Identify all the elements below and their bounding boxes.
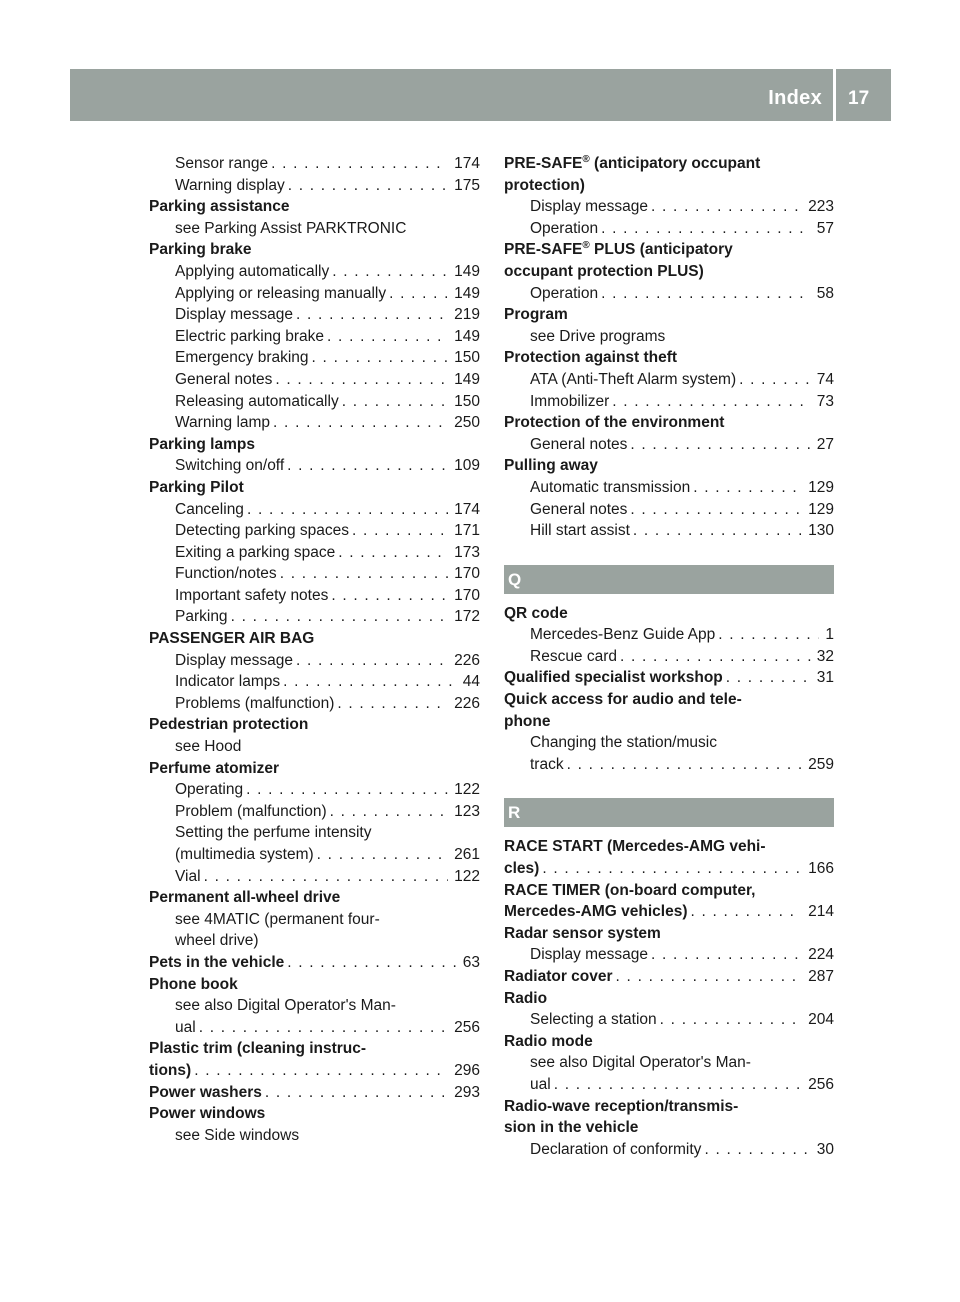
index-subentry[interactable]: Display message . . . 219 <box>149 304 480 326</box>
index-heading: Parking assistance <box>149 198 290 216</box>
page-ref: 250 <box>454 414 480 432</box>
index-heading-line: phone <box>504 712 551 730</box>
index-subentry[interactable]: Important safety notes . . . 170 <box>149 585 480 607</box>
cross-reference[interactable]: see Parking Assist PARKTRONIC <box>175 219 407 237</box>
index-column-left <box>149 153 480 1146</box>
index-subentry-line: Changing the station/music <box>530 734 717 752</box>
index-entry[interactable]: Mercedes-AMG vehicles) . . . 214 <box>504 901 834 923</box>
index-heading: Perfume atomizer <box>149 759 280 777</box>
index-subentry[interactable]: Switching on/off . . . 109 <box>149 455 480 477</box>
page-ref: 122 <box>454 867 480 885</box>
cross-reference[interactable]: see Side windows <box>175 1126 300 1144</box>
index-subentry[interactable]: Display message . . . 223 <box>504 196 834 218</box>
index-subentry[interactable]: Detecting parking spaces . . . 171 <box>149 520 480 542</box>
page-ref: 58 <box>816 284 834 302</box>
index-subentry[interactable]: Vial . . . 122 <box>149 866 480 888</box>
cross-reference[interactable]: see Hood <box>175 738 242 756</box>
index-heading: PASSENGER AIR BAG <box>149 630 315 648</box>
header-divider <box>833 69 836 121</box>
page-ref: 32 <box>816 647 834 665</box>
index-heading: Program <box>504 306 568 324</box>
index-entry[interactable]: cles) . . . 166 <box>504 858 834 880</box>
index-entry[interactable]: Qualified specialist workshop . . . 31 <box>504 667 834 689</box>
page-ref: 174 <box>454 500 480 518</box>
index-subentry[interactable]: Warning display . . . 175 <box>149 175 480 197</box>
page-ref: 261 <box>454 846 480 863</box>
index-subentry[interactable]: (multimedia system) . . . 261 <box>149 844 480 866</box>
page-ref: 150 <box>454 392 480 410</box>
index-heading: PRE-SAFE® PLUS (anticipatory <box>504 240 733 259</box>
index-heading: Radio mode <box>504 1032 593 1050</box>
cross-reference[interactable]: see Drive programs <box>530 327 666 345</box>
index-subentry[interactable]: Display message . . . 224 <box>504 944 834 966</box>
page-ref: 73 <box>816 392 834 410</box>
page-ref: 74 <box>816 370 834 388</box>
page-ref: 63 <box>462 953 480 971</box>
page-ref: 175 <box>454 176 480 194</box>
page-ref: 149 <box>454 262 480 280</box>
page-number: 17 <box>848 88 870 109</box>
section-letter-r: R <box>504 798 834 827</box>
page-ref: 259 <box>808 755 834 773</box>
page-ref: 226 <box>454 651 480 669</box>
page-ref: 256 <box>808 1075 834 1093</box>
index-subentry[interactable]: Display message . . . 226 <box>149 650 480 672</box>
index-heading: Parking lamps <box>149 435 255 453</box>
index-subentry[interactable]: Rescue card . . . 32 <box>504 646 834 668</box>
page-ref: 214 <box>808 903 834 921</box>
index-heading: Phone book <box>149 975 238 993</box>
index-entry[interactable]: Power washers . . . 293 <box>149 1082 480 1104</box>
page-ref: 44 <box>462 673 480 691</box>
index-subentry[interactable]: Indicator lamps . . . 44 <box>149 671 480 693</box>
index-heading: Pedestrian protection <box>149 716 309 734</box>
index-heading: Quick access for audio and tele- <box>504 691 742 709</box>
index-heading: Parking Pilot <box>149 478 244 496</box>
index-heading-line: protection) <box>504 176 585 194</box>
index-heading: RACE TIMER (on-board computer, <box>504 881 756 899</box>
index-subentry[interactable]: track . . . 259 <box>504 754 834 776</box>
index-subentry[interactable]: Problems (malfunction) . . . 226 <box>149 693 480 715</box>
index-heading: Permanent all-wheel drive <box>149 889 341 907</box>
index-heading: Parking brake <box>149 241 252 259</box>
section-letter-q: Q <box>504 565 834 594</box>
page-ref: 226 <box>454 694 480 712</box>
index-subentry[interactable]: Emergency braking . . . 150 <box>149 347 480 369</box>
page-ref: 166 <box>808 860 834 878</box>
index-heading: Radar sensor system <box>504 924 661 942</box>
index-subentry[interactable]: ATA (Anti-Theft Alarm system) . . . 74 <box>504 369 834 391</box>
index-entry[interactable]: tions) . . . 296 <box>149 1060 480 1082</box>
page-ref: 171 <box>454 522 480 540</box>
page-ref: 149 <box>454 284 480 302</box>
index-heading: Protection of the environment <box>504 414 725 432</box>
index-subentry[interactable]: Canceling . . . 174 <box>149 499 480 521</box>
index-subentry[interactable]: Operation . . . 57 <box>504 218 834 240</box>
cross-reference[interactable]: ual . . . 256 <box>149 1017 480 1039</box>
page-ref: 256 <box>454 1018 480 1036</box>
index-heading: Plastic trim (cleaning instruc- <box>149 1040 367 1058</box>
page-ref: 57 <box>816 219 834 237</box>
page-ref: 287 <box>808 968 834 985</box>
index-subentry[interactable]: General notes . . . 27 <box>504 434 834 456</box>
page-ref: 30 <box>816 1140 834 1158</box>
index-heading: QR code <box>504 604 568 622</box>
index-subentry[interactable]: Operation . . . 58 <box>504 283 834 305</box>
cross-reference[interactable]: see also Digital Operator's Man- <box>530 1054 751 1072</box>
page-ref: 31 <box>816 669 834 687</box>
index-subentry[interactable]: Automatic transmission . . . 129 <box>504 477 834 499</box>
index-heading: Pulling away <box>504 457 598 475</box>
page-ref: 223 <box>808 198 834 216</box>
index-subentry[interactable]: Immobilizer . . . 73 <box>504 391 834 413</box>
page-ref: 150 <box>454 349 480 367</box>
index-subentry[interactable]: Applying or releasing manually . . . 149 <box>149 283 480 305</box>
page-ref: 123 <box>454 802 480 820</box>
page-ref: 219 <box>454 306 480 324</box>
index-subentry[interactable]: Parking . . . 172 <box>149 606 480 628</box>
page-ref: 130 <box>808 522 834 540</box>
page-ref: 170 <box>454 586 480 604</box>
index-subentry[interactable]: Operating . . . 122 <box>149 779 480 801</box>
page-ref: 204 <box>808 1011 834 1029</box>
index-entry[interactable]: Pets in the vehicle . . . 63 <box>149 952 480 974</box>
index-subentry[interactable]: Function/notes . . . 170 <box>149 563 480 585</box>
cross-reference[interactable]: see also Digital Operator's Man- <box>175 997 396 1015</box>
index-heading: Power windows <box>149 1105 266 1123</box>
page-ref: 293 <box>454 1083 480 1101</box>
page-ref: 27 <box>816 435 834 453</box>
index-heading: Radio-wave reception/transmis- <box>504 1097 739 1115</box>
index-subentry[interactable]: Sensor range . . . 174 <box>149 153 480 175</box>
section-title: Index <box>768 87 822 109</box>
index-heading: PRE-SAFE® (anticipatory occupant <box>504 153 761 172</box>
page-ref: 129 <box>808 500 834 518</box>
cross-reference[interactable]: see 4MATIC (permanent four- <box>175 910 380 928</box>
page-ref: 172 <box>454 608 480 626</box>
index-subentry[interactable]: Exiting a parking space . . . 173 <box>149 542 480 564</box>
index-subentry-line: Setting the perfume intensity <box>175 824 372 842</box>
index-subentry[interactable]: Problem (malfunction) . . . 123 <box>149 801 480 823</box>
cross-reference[interactable]: ual . . . 256 <box>504 1074 834 1096</box>
page-ref: 149 <box>454 327 480 345</box>
registered-mark: ® <box>582 240 590 252</box>
page-ref: 296 <box>454 1061 480 1079</box>
index-column-right <box>504 153 834 1160</box>
index-heading: Protection against theft <box>504 349 678 367</box>
page-ref: 1 <box>825 626 834 644</box>
page-ref: 224 <box>808 946 834 964</box>
index-subentry[interactable]: Selecting a station . . . 204 <box>504 1009 834 1031</box>
index-subentry[interactable]: Releasing automatically . . . 150 <box>149 391 480 413</box>
index-subentry[interactable]: Hill start assist . . . 130 <box>504 520 834 542</box>
index-subentry[interactable]: Declaration of conformity . . . 30 <box>504 1139 834 1161</box>
page-ref: 122 <box>454 781 480 799</box>
index-subentry[interactable]: Warning lamp . . . 250 <box>149 412 480 434</box>
index-heading-line: occupant protection PLUS) <box>504 262 704 280</box>
index-subentry[interactable]: Applying automatically . . . 149 <box>149 261 480 283</box>
index-subentry[interactable]: Electric parking brake . . . 149 <box>149 326 480 348</box>
index-subentry[interactable]: General notes . . . 149 <box>149 369 480 391</box>
index-subentry[interactable]: Mercedes-Benz Guide App . . . 1 <box>504 624 834 646</box>
registered-mark: ® <box>582 153 590 165</box>
page-ref: 170 <box>454 565 480 583</box>
index-heading-line: sion in the vehicle <box>504 1119 639 1137</box>
index-entry[interactable]: Radiator cover . . . 287 <box>504 966 834 988</box>
page-ref: 149 <box>454 370 480 388</box>
page-ref: 129 <box>808 478 834 496</box>
index-subentry[interactable]: General notes . . . 129 <box>504 499 834 521</box>
index-heading: RACE START (Mercedes-AMG vehi- <box>504 838 766 856</box>
index-heading: Radio <box>504 989 548 1007</box>
page-ref: 173 <box>454 543 480 561</box>
cross-reference[interactable]: wheel drive) <box>175 932 259 950</box>
page-ref: 109 <box>454 457 480 475</box>
page-ref: 174 <box>454 155 480 172</box>
